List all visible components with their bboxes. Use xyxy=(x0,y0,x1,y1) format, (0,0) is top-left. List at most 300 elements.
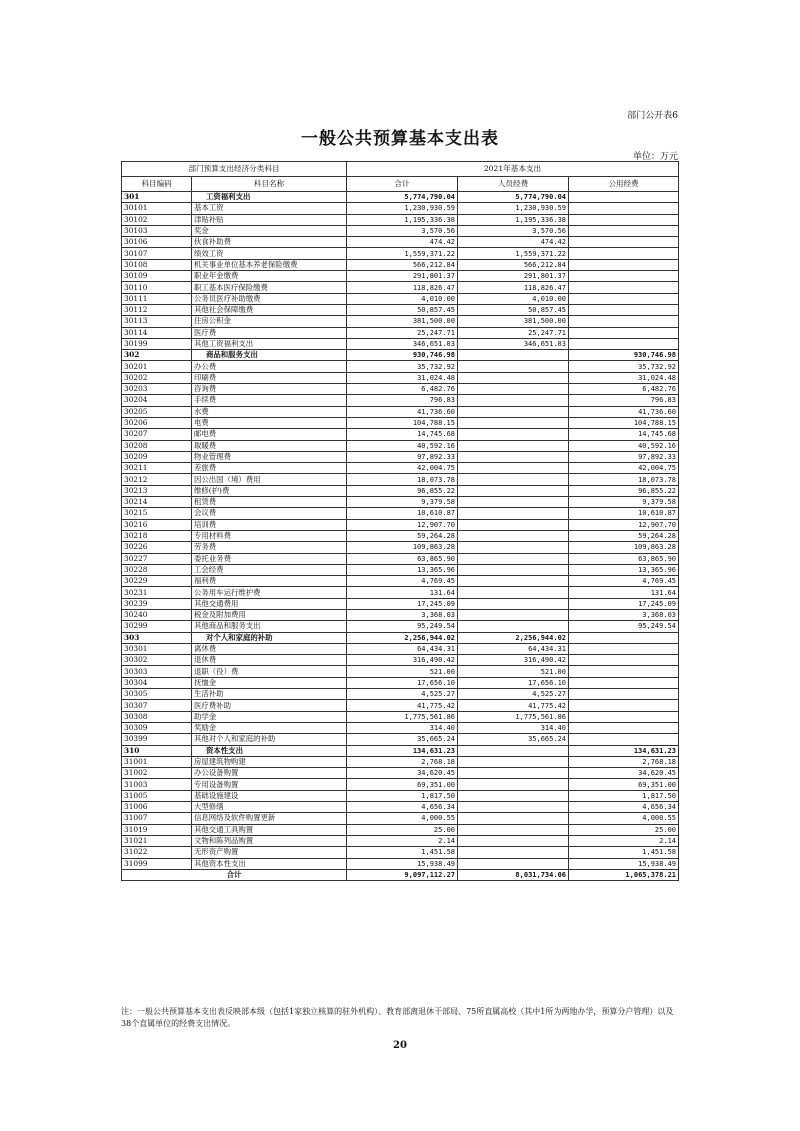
row-public: 69,351.00 xyxy=(569,779,679,790)
row-name: 取暖费 xyxy=(192,440,347,451)
row-personnel xyxy=(458,598,569,609)
row-public xyxy=(569,643,679,654)
row-name: 机关事业单位基本养老保险缴费 xyxy=(192,259,347,270)
table-row xyxy=(122,463,679,474)
table-body xyxy=(122,192,679,870)
row-public: 14,745.68 xyxy=(569,429,679,440)
row-name: 专用设备购置 xyxy=(192,779,347,790)
row-code: 30106 xyxy=(122,237,192,248)
row-public xyxy=(569,203,679,214)
row-total: 10,610.87 xyxy=(347,508,458,519)
row-name: 其他交通工具购置 xyxy=(192,824,347,835)
row-code: 30215 xyxy=(122,508,192,519)
row-total: 95,249.54 xyxy=(347,621,458,632)
row-public: 1,817.50 xyxy=(569,790,679,801)
row-personnel xyxy=(458,587,569,598)
row-name: 奖金 xyxy=(192,225,347,236)
row-code: 30110 xyxy=(122,282,192,293)
row-total: 104,788.15 xyxy=(347,417,458,428)
row-personnel xyxy=(458,779,569,790)
table-row xyxy=(122,722,679,733)
row-name: 无形资产购置 xyxy=(192,847,347,858)
row-total: 35,665.24 xyxy=(347,734,458,745)
row-personnel xyxy=(458,756,569,767)
row-code: 31007 xyxy=(122,813,192,824)
table-row xyxy=(122,293,679,304)
row-public: 18,073.78 xyxy=(569,474,679,485)
header-group-basic-expenditure: 2021年基本支出 xyxy=(347,162,679,177)
row-name: 因公出国（境）费用 xyxy=(192,474,347,485)
row-name: 其他资本性支出 xyxy=(192,858,347,869)
row-code: 30208 xyxy=(122,440,192,451)
row-public xyxy=(569,338,679,349)
total-label: 合计 xyxy=(122,869,347,880)
row-public: 4,000.55 xyxy=(569,813,679,824)
row-name: 退职（役）费 xyxy=(192,666,347,677)
row-code: 30107 xyxy=(122,248,192,259)
row-public: 1,451.58 xyxy=(569,847,679,858)
row-code: 301 xyxy=(122,192,192,203)
header-code: 科目编码 xyxy=(122,177,192,192)
row-name: 奖励金 xyxy=(192,722,347,733)
row-name: 印刷费 xyxy=(192,372,347,383)
table-number-label: 部门公开表6 xyxy=(627,111,678,121)
row-name: 委托业务费 xyxy=(192,553,347,564)
row-personnel: 118,826.47 xyxy=(458,282,569,293)
table-row xyxy=(122,700,679,711)
total-row xyxy=(122,869,679,880)
row-name: 其他对个人和家庭的补助 xyxy=(192,734,347,745)
row-public xyxy=(569,225,679,236)
row-public: 12,907.70 xyxy=(569,519,679,530)
table-row xyxy=(122,598,679,609)
row-total: 1,817.50 xyxy=(347,790,458,801)
table-row xyxy=(122,203,679,214)
table-row xyxy=(122,316,679,327)
row-public xyxy=(569,259,679,270)
table-row xyxy=(122,508,679,519)
table-row xyxy=(122,214,679,225)
row-code: 30202 xyxy=(122,372,192,383)
table-row xyxy=(122,576,679,587)
row-public: 59,264.28 xyxy=(569,530,679,541)
table-row xyxy=(122,237,679,248)
row-total: 796.83 xyxy=(347,395,458,406)
row-total: 15,938.49 xyxy=(347,858,458,869)
row-public xyxy=(569,192,679,203)
row-personnel xyxy=(458,372,569,383)
table-row xyxy=(122,451,679,462)
table-row xyxy=(122,564,679,575)
row-personnel xyxy=(458,463,569,474)
row-name: 公务员医疗补助缴费 xyxy=(192,293,347,304)
row-total: 1,195,336.38 xyxy=(347,214,458,225)
table-row xyxy=(122,361,679,372)
row-name: 资本性支出 xyxy=(192,745,347,756)
row-total: 40,592.16 xyxy=(347,440,458,451)
table-row xyxy=(122,497,679,508)
row-total: 35,732.92 xyxy=(347,361,458,372)
row-public: 930,746.98 xyxy=(569,350,679,361)
table-row xyxy=(122,609,679,620)
table-row xyxy=(122,530,679,541)
row-name: 职工基本医疗保险缴费 xyxy=(192,282,347,293)
row-code: 31021 xyxy=(122,835,192,846)
row-personnel: 4,010.00 xyxy=(458,293,569,304)
row-personnel: 3,570.56 xyxy=(458,225,569,236)
row-code: 30207 xyxy=(122,429,192,440)
row-public xyxy=(569,327,679,338)
row-public xyxy=(569,237,679,248)
row-personnel: 1,195,336.38 xyxy=(458,214,569,225)
row-public: 796.83 xyxy=(569,395,679,406)
table-row xyxy=(122,655,679,666)
row-total: 566,212.84 xyxy=(347,259,458,270)
row-public xyxy=(569,722,679,733)
row-public: 2,768.18 xyxy=(569,756,679,767)
row-public: 9,379.58 xyxy=(569,497,679,508)
header-public: 公用经费 xyxy=(569,177,679,192)
row-personnel xyxy=(458,384,569,395)
row-name: 商品和服务支出 xyxy=(192,350,347,361)
row-public: 41,736.60 xyxy=(569,406,679,417)
table-row xyxy=(122,858,679,869)
row-code: 30206 xyxy=(122,417,192,428)
row-code: 31001 xyxy=(122,756,192,767)
table-row xyxy=(122,282,679,293)
row-public: 97,892.33 xyxy=(569,451,679,462)
row-name: 生活补助 xyxy=(192,689,347,700)
row-total: 134,631.23 xyxy=(347,745,458,756)
row-personnel: 1,230,930.59 xyxy=(458,203,569,214)
row-code: 30111 xyxy=(122,293,192,304)
row-personnel: 1,559,371.22 xyxy=(458,248,569,259)
table-row xyxy=(122,813,679,824)
row-code: 30308 xyxy=(122,711,192,722)
row-name: 福利费 xyxy=(192,576,347,587)
row-name: 伙食补助费 xyxy=(192,237,347,248)
row-total: 96,855.22 xyxy=(347,485,458,496)
row-public xyxy=(569,316,679,327)
row-code: 30399 xyxy=(122,734,192,745)
row-total: 5,774,790.04 xyxy=(347,192,458,203)
row-public xyxy=(569,282,679,293)
header-personnel: 人员经费 xyxy=(458,177,569,192)
row-personnel xyxy=(458,519,569,530)
row-code: 30212 xyxy=(122,474,192,485)
table-row xyxy=(122,677,679,688)
row-code: 30303 xyxy=(122,666,192,677)
unit-label: 单位：万元 xyxy=(632,152,678,162)
row-code: 31006 xyxy=(122,802,192,813)
row-code: 31002 xyxy=(122,768,192,779)
row-code: 30307 xyxy=(122,700,192,711)
row-public: 10,610.87 xyxy=(569,508,679,519)
row-personnel xyxy=(458,813,569,824)
row-name: 水费 xyxy=(192,406,347,417)
row-code: 30103 xyxy=(122,225,192,236)
row-personnel xyxy=(458,824,569,835)
row-code: 30213 xyxy=(122,485,192,496)
table-row xyxy=(122,666,679,677)
row-code: 30204 xyxy=(122,395,192,406)
row-name: 基础设施建设 xyxy=(192,790,347,801)
row-code: 31003 xyxy=(122,779,192,790)
table-row xyxy=(122,790,679,801)
row-personnel: 35,665.24 xyxy=(458,734,569,745)
row-personnel: 346,651.03 xyxy=(458,338,569,349)
row-name: 助学金 xyxy=(192,711,347,722)
row-total: 13,365.96 xyxy=(347,564,458,575)
row-name: 差旅费 xyxy=(192,463,347,474)
row-public: 104,788.15 xyxy=(569,417,679,428)
row-name: 对个人和家庭的补助 xyxy=(192,632,347,643)
row-name: 会议费 xyxy=(192,508,347,519)
row-personnel: 1,775,561.86 xyxy=(458,711,569,722)
row-personnel: 41,775.42 xyxy=(458,700,569,711)
table-row xyxy=(122,429,679,440)
row-name: 税金及附加费用 xyxy=(192,609,347,620)
table-row xyxy=(122,271,679,282)
row-code: 30226 xyxy=(122,542,192,553)
row-total: 1,775,561.86 xyxy=(347,711,458,722)
row-name: 信息网络及软件购置更新 xyxy=(192,813,347,824)
row-code: 30214 xyxy=(122,497,192,508)
row-total: 1,230,930.59 xyxy=(347,203,458,214)
row-code: 31019 xyxy=(122,824,192,835)
row-total: 4,525.27 xyxy=(347,689,458,700)
row-personnel: 474.42 xyxy=(458,237,569,248)
row-total: 97,892.33 xyxy=(347,451,458,462)
row-public xyxy=(569,689,679,700)
row-name: 邮电费 xyxy=(192,429,347,440)
row-public: 35,732.92 xyxy=(569,361,679,372)
row-name: 绩效工资 xyxy=(192,248,347,259)
table-row xyxy=(122,824,679,835)
row-total: 291,801.37 xyxy=(347,271,458,282)
row-personnel xyxy=(458,847,569,858)
row-code: 30201 xyxy=(122,361,192,372)
row-public xyxy=(569,700,679,711)
row-personnel xyxy=(458,417,569,428)
table-row xyxy=(122,847,679,858)
row-personnel: 381,500.00 xyxy=(458,316,569,327)
row-name: 公务用车运行维护费 xyxy=(192,587,347,598)
page-number: 20 xyxy=(393,1040,407,1051)
row-name: 维修(护)费 xyxy=(192,485,347,496)
row-code: 30108 xyxy=(122,259,192,270)
row-public: 2.14 xyxy=(569,835,679,846)
row-public: 4,769.45 xyxy=(569,576,679,587)
row-public: 42,004.75 xyxy=(569,463,679,474)
row-name: 电费 xyxy=(192,417,347,428)
row-code: 30218 xyxy=(122,530,192,541)
row-code: 31005 xyxy=(122,790,192,801)
row-total: 17,656.10 xyxy=(347,677,458,688)
row-total: 17,245.09 xyxy=(347,598,458,609)
table-row xyxy=(122,779,679,790)
row-code: 30199 xyxy=(122,338,192,349)
row-total: 521.00 xyxy=(347,666,458,677)
footnote: 注：一般公共预算基本支出表反映部本级（包括1家独立核算的驻外机构）、教育部离退休干部局、75所直属高校（其中1所为两地办学，预算分户管理）以及38个直属单位的经费支出情况。 xyxy=(121,1007,674,1028)
row-public xyxy=(569,666,679,677)
row-public: 95,249.54 xyxy=(569,621,679,632)
row-public: 134,631.23 xyxy=(569,745,679,756)
total-public: 1,065,378.21 xyxy=(569,869,679,880)
table-row xyxy=(122,485,679,496)
row-public xyxy=(569,293,679,304)
row-total: 18,073.78 xyxy=(347,474,458,485)
table-row xyxy=(122,338,679,349)
row-total: 474.42 xyxy=(347,237,458,248)
row-total: 4,769.45 xyxy=(347,576,458,587)
table-row xyxy=(122,384,679,395)
row-code: 302 xyxy=(122,350,192,361)
header-total: 合计 xyxy=(347,177,458,192)
category-row xyxy=(122,632,679,643)
row-name: 劳务费 xyxy=(192,542,347,553)
row-personnel: 2,256,944.02 xyxy=(458,632,569,643)
total-total: 9,097,112.27 xyxy=(347,869,458,880)
row-code: 30101 xyxy=(122,203,192,214)
row-personnel: 521.00 xyxy=(458,666,569,677)
table-row xyxy=(122,372,679,383)
row-total: 31,024.48 xyxy=(347,372,458,383)
row-code: 30112 xyxy=(122,304,192,315)
row-code: 30228 xyxy=(122,564,192,575)
table-row xyxy=(122,519,679,530)
row-code: 30102 xyxy=(122,214,192,225)
row-code: 30231 xyxy=(122,587,192,598)
row-name: 培训费 xyxy=(192,519,347,530)
row-personnel: 314.40 xyxy=(458,722,569,733)
row-code: 30216 xyxy=(122,519,192,530)
total-personnel: 8,031,734.06 xyxy=(458,869,569,880)
table-row xyxy=(122,835,679,846)
row-name: 手续费 xyxy=(192,395,347,406)
row-public xyxy=(569,214,679,225)
row-public: 31,024.48 xyxy=(569,372,679,383)
table-row xyxy=(122,327,679,338)
row-personnel xyxy=(458,395,569,406)
row-personnel: 25,247.71 xyxy=(458,327,569,338)
row-total: 930,746.98 xyxy=(347,350,458,361)
row-name: 其他工资福利支出 xyxy=(192,338,347,349)
row-total: 50,857.45 xyxy=(347,304,458,315)
row-public: 131.64 xyxy=(569,587,679,598)
row-code: 30227 xyxy=(122,553,192,564)
row-name: 工会经费 xyxy=(192,564,347,575)
row-total: 34,620.45 xyxy=(347,768,458,779)
row-personnel xyxy=(458,485,569,496)
row-public: 109,863.28 xyxy=(569,542,679,553)
row-total: 41,775.42 xyxy=(347,700,458,711)
row-total: 1,451.58 xyxy=(347,847,458,858)
row-name: 办公费 xyxy=(192,361,347,372)
table-row xyxy=(122,768,679,779)
row-personnel xyxy=(458,576,569,587)
row-name: 专用材料费 xyxy=(192,530,347,541)
row-total: 69,351.00 xyxy=(347,779,458,790)
row-code: 30229 xyxy=(122,576,192,587)
row-name: 基本工资 xyxy=(192,203,347,214)
row-personnel xyxy=(458,790,569,801)
table-row xyxy=(122,225,679,236)
row-public xyxy=(569,734,679,745)
row-total: 4,010.00 xyxy=(347,293,458,304)
table-row xyxy=(122,248,679,259)
row-total: 41,736.60 xyxy=(347,406,458,417)
row-code: 30301 xyxy=(122,643,192,654)
row-name: 其他商品和服务支出 xyxy=(192,621,347,632)
row-code: 30209 xyxy=(122,451,192,462)
row-public xyxy=(569,655,679,666)
row-personnel xyxy=(458,429,569,440)
row-personnel xyxy=(458,361,569,372)
header-group-classification: 部门预算支出经济分类科目 xyxy=(122,162,347,177)
row-code: 30309 xyxy=(122,722,192,733)
row-code: 30302 xyxy=(122,655,192,666)
table-row xyxy=(122,621,679,632)
budget-table xyxy=(121,161,679,881)
row-total: 381,500.00 xyxy=(347,316,458,327)
row-name: 房屋建筑物购建 xyxy=(192,756,347,767)
row-public: 15,938.49 xyxy=(569,858,679,869)
row-code: 30211 xyxy=(122,463,192,474)
row-code: 31022 xyxy=(122,847,192,858)
row-personnel xyxy=(458,542,569,553)
row-code: 30304 xyxy=(122,677,192,688)
row-total: 59,264.28 xyxy=(347,530,458,541)
row-name: 工资福利支出 xyxy=(192,192,347,203)
row-personnel: 4,525.27 xyxy=(458,689,569,700)
table-row xyxy=(122,259,679,270)
row-name: 抚恤金 xyxy=(192,677,347,688)
row-personnel xyxy=(458,621,569,632)
row-total: 316,490.42 xyxy=(347,655,458,666)
row-code: 30114 xyxy=(122,327,192,338)
row-public: 63,865.90 xyxy=(569,553,679,564)
row-public: 40,592.16 xyxy=(569,440,679,451)
table-row xyxy=(122,474,679,485)
row-public: 96,855.22 xyxy=(569,485,679,496)
row-public: 13,365.96 xyxy=(569,564,679,575)
row-public: 25.00 xyxy=(569,824,679,835)
row-personnel xyxy=(458,508,569,519)
row-total: 6,482.76 xyxy=(347,384,458,395)
row-personnel: 291,801.37 xyxy=(458,271,569,282)
row-total: 25,247.71 xyxy=(347,327,458,338)
row-personnel xyxy=(458,553,569,564)
row-public xyxy=(569,677,679,688)
row-public: 6,482.76 xyxy=(569,384,679,395)
row-personnel xyxy=(458,406,569,417)
row-code: 303 xyxy=(122,632,192,643)
row-code: 30305 xyxy=(122,689,192,700)
row-name: 其他社会保障缴费 xyxy=(192,304,347,315)
row-personnel xyxy=(458,858,569,869)
row-personnel xyxy=(458,350,569,361)
row-personnel xyxy=(458,440,569,451)
row-total: 2,768.18 xyxy=(347,756,458,767)
row-total: 2.14 xyxy=(347,835,458,846)
row-total: 1,559,371.22 xyxy=(347,248,458,259)
table-row xyxy=(122,734,679,745)
row-code: 30205 xyxy=(122,406,192,417)
row-public xyxy=(569,248,679,259)
row-name: 大型修缮 xyxy=(192,802,347,813)
category-row xyxy=(122,350,679,361)
